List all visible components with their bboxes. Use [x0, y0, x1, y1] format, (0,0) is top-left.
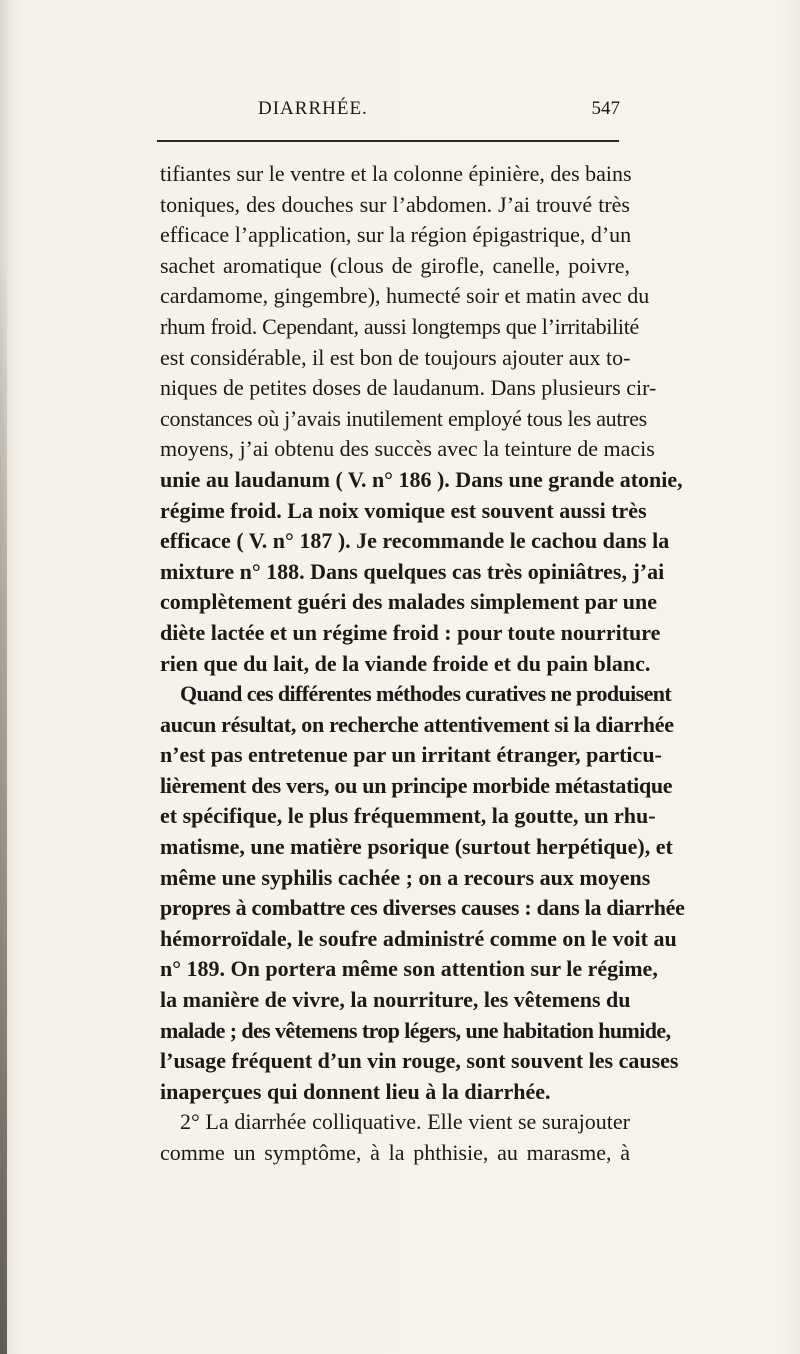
text-line: diète lactée et un régime froid : pour toute nourriture	[160, 619, 661, 645]
header-rule	[157, 140, 619, 142]
text-line: aucun résultat, on recherche attentivement si la diarrhée	[160, 711, 674, 737]
text-line: rien que du lait, de la viande froide et du pain blanc.	[160, 650, 651, 676]
text-line: mixture n° 188. Dans quelques cas très opiniâtres, j’ai	[160, 558, 665, 584]
text-line: complètement guéri des malades simplement par une	[160, 589, 657, 615]
text-line: malade ; des vêtemens trop légers, une habitation humide,	[160, 1017, 671, 1043]
text-line: l’usage fréquent d’un vin rouge, sont souvent les causes	[160, 1048, 679, 1074]
text-line: efficace l’application, sur la région épigastrique, d’un	[160, 222, 632, 248]
text-line: rhum froid. Cependant, aussi longtemps que l’irritabilité	[160, 313, 640, 339]
page-binding-shadow	[0, 250, 7, 1354]
text-line: est considérable, il est bon de toujours ajouter aux to-	[160, 344, 631, 370]
text-line: n° 189. On portera même son attention sur le régime,	[160, 956, 658, 982]
page-number: 547	[591, 98, 620, 119]
body-text	[160, 159, 685, 1169]
text-line: moyens, j’ai obtenu des succès avec la teinture de macis	[160, 436, 655, 462]
page-header	[258, 98, 620, 128]
text-line: constances où j’avais inutilement employé tous les autres	[160, 405, 647, 431]
text-line: tifiantes sur le ventre et la colonne épinière, des bains	[160, 161, 632, 186]
text-line: et spécifique, le plus fréquemment, la goutte, un rhu-	[160, 803, 656, 829]
running-head: DIARRHÉE.	[258, 98, 368, 119]
text-line: hémorroïdale, le soufre administré comme on le voit au	[160, 925, 677, 951]
text-line: lièrement des vers, ou un principe morbide métastatique	[160, 772, 673, 798]
text-line: unie au laudanum ( V. n° 186 ). Dans une grande atonie,	[160, 466, 683, 492]
text-line: 2° La diarrhée colliquative. Elle vient se surajouter	[180, 1109, 630, 1135]
text-line: propres à combattre ces diverses causes : dans la diarrhée	[160, 895, 685, 921]
text-line: Quand ces différentes méthodes curatives ne produisent	[180, 681, 672, 707]
text-line: inaperçues qui donnent lieu à la diarrhée.	[160, 1078, 551, 1104]
text-line: régime froid. La noix vomique est souvent aussi très	[160, 497, 647, 523]
text-line: n’est pas entretenue par un irritant étranger, particu-	[160, 742, 662, 768]
text-line: la manière de vivre, la nourriture, les vêtemens du	[160, 987, 631, 1013]
text-line: sachet aromatique (clous de girofle, canelle, poivre,	[160, 252, 630, 278]
text-line: comme un symptôme, à la phthisie, au marasme, à	[160, 1140, 630, 1165]
text-line: matisme, une matière psorique (surtout herpétique), et	[160, 834, 673, 860]
text-line: efficace ( V. n° 187 ). Je recommande le cachou dans la	[160, 528, 670, 554]
text-line: toniques, des douches sur l’abdomen. J’ai trouvé très	[160, 191, 630, 217]
text-line: même une syphilis cachée ; on a recours aux moyens	[160, 864, 651, 890]
text-line: cardamome, gingembre), humecté soir et matin avec du	[160, 283, 650, 309]
text-line: niques de petites doses de laudanum. Dans plusieurs cir-	[160, 375, 657, 401]
